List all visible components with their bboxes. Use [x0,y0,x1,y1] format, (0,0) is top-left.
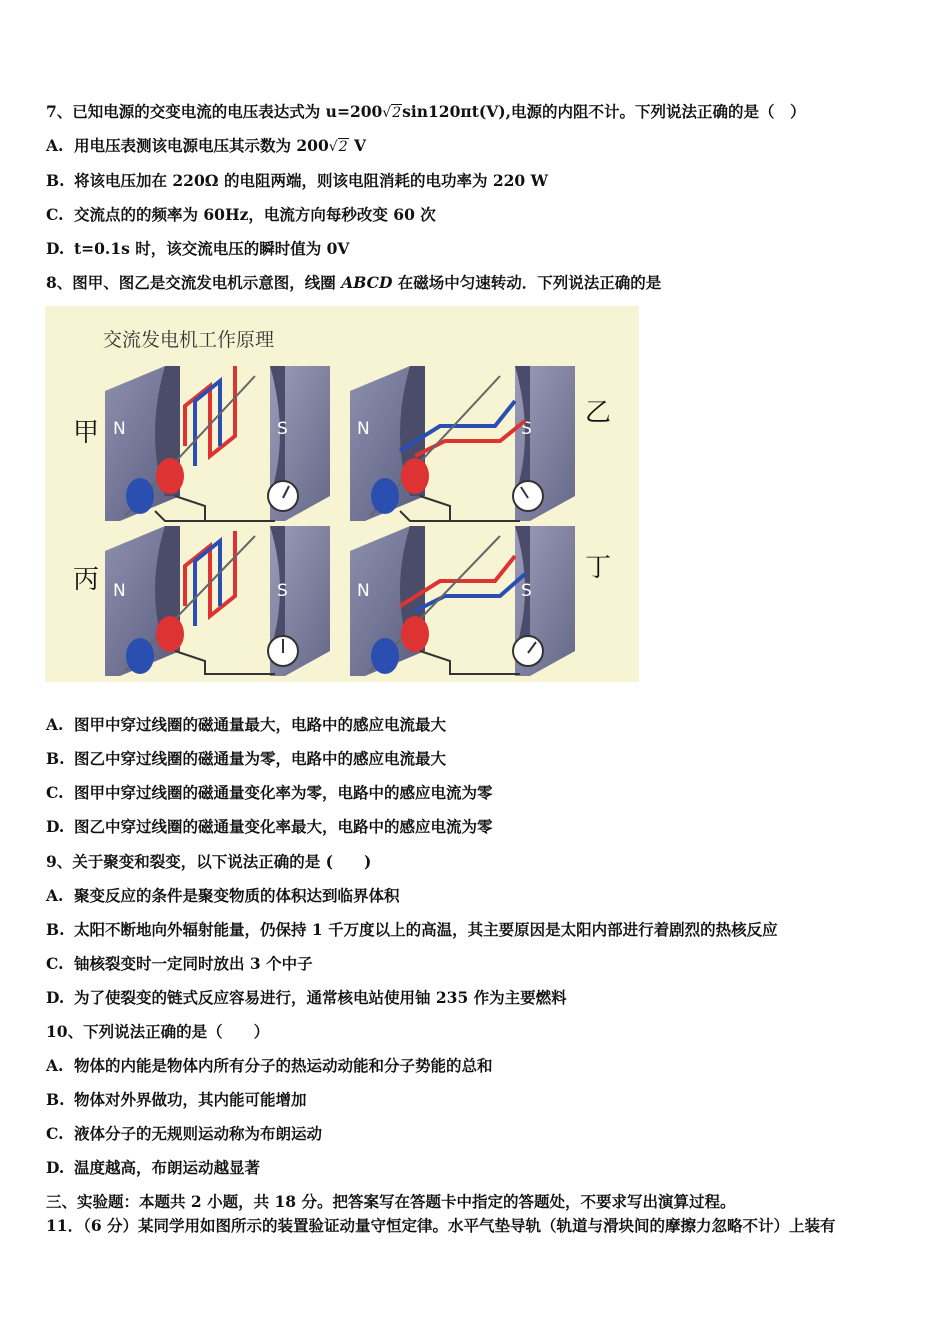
slip-ring-red [401,616,429,652]
slip-ring-blue [371,638,399,674]
pole-n-label: N [113,581,126,601]
circuit-wire [400,496,520,521]
q10-option-d: D. 温度越高，布朗运动越显著 [46,1158,261,1177]
slip-ring-blue [126,478,154,514]
q7-option-d: D. t=0.1s 时，该交流电压的瞬时值为 0V [46,239,350,258]
panel-label-ding: 丁 [585,553,612,583]
slip-ring-blue [371,478,399,514]
panel-jia [73,366,330,521]
pole-n-label: N [357,581,370,601]
q8-option-b: B. 图乙中穿过线圈的磁通量为零，电路中的感应电流最大 [46,749,447,768]
pole-s-label: S [277,419,288,439]
panel-yi [350,366,611,521]
q8-option-d: D. 图乙中穿过线圈的磁通量变化率最大，电路中的感应电流为零 [46,817,493,836]
circuit-wire [420,651,520,674]
pole-n-label: N [113,419,126,439]
sqrt-sign: √2 [328,139,348,155]
q10-stem: 10、下列说法正确的是（ ） [46,1022,270,1041]
pole-s-label: S [277,581,288,601]
q10-option-c: C. 液体分子的无规则运动称为布朗运动 [46,1124,323,1143]
circuit-wire [175,651,275,674]
q8-stem: 8、图甲、图乙是交流发电机示意图，线圈 ABCD 在磁场中匀速转动．下列说法正确的是 [46,273,662,292]
q10-option-a: A. 物体的内能是物体内所有分子的热运动动能和分子势能的总和 [46,1056,493,1075]
slip-ring-red [156,616,184,652]
ammeter-icon [513,481,543,511]
coil-red [185,531,235,616]
q9-stem: 9、关于聚变和裂变，以下说法正确的是 ( ) [46,852,372,871]
panel-ding [350,526,611,676]
sqrt-sign: √2 [382,105,402,121]
panel-label-yi: 乙 [585,398,612,428]
slip-ring-red [401,458,429,494]
figure-title: 交流发电机工作原理 [103,329,275,351]
generator-diagram [45,306,639,682]
q9-option-a: A. 聚变反应的条件是聚变物质的体积达到临界体积 [46,886,400,905]
pole-n-label: N [357,419,370,439]
q10-option-b: B. 物体对外界做功，其内能可能增加 [46,1090,307,1109]
pole-s-label: S [521,419,532,439]
q9-option-b: B. 太阳不断地向外辐射能量，仍保持 1 千万度以上的高温，其主要原因是太阳内部进行着剧烈的热核反应 [46,920,778,939]
panel-bing [73,526,330,676]
slip-ring-blue [126,638,154,674]
q7-option-a: A. 用电压表测该电源电压其示数为 200√2 V [46,136,367,155]
pole-s-label: S [521,581,532,601]
ammeter-icon [513,636,543,666]
slip-ring-red [156,458,184,494]
q9-option-d: D. 为了使裂变的链式反应容易进行，通常核电站使用铀 235 作为主要燃料 [46,988,567,1007]
circuit-wire [155,496,275,521]
q7-option-c: C. 交流点的的频率为 60Hz，电流方向每秒改变 60 次 [46,205,436,224]
panel-label-jia: 甲 [73,418,100,448]
section-heading: 三、实验题：本题共 2 小题，共 18 分。把答案写在答题卡中指定的答题处，不要求写出演算过程。 [46,1192,736,1211]
q11-stem: 11．（6 分）某同学用如图所示的装置验证动量守恒定律。水平气垫导轨（轨道与滑块间的摩擦力忽略不计）上装有 [46,1216,836,1235]
q7-stem: 7、已知电源的交变电流的电压表达式为 u=200√2sin120πt(V),电源的内阻不计。下列说法正确的是（ ） [46,102,806,121]
q8-option-c: C. 图甲中穿过线圈的磁通量变化率为零，电路中的感应电流为零 [46,783,493,802]
q9-option-c: C. 铀核裂变时一定同时放出 3 个中子 [46,954,313,973]
q7-option-b: B. 将该电压加在 220Ω 的电阻两端，则该电阻消耗的电功率为 220 W [46,171,549,190]
q8-option-a: A. 图甲中穿过线圈的磁通量最大，电路中的感应电流最大 [46,715,447,734]
generator-figure [45,306,639,682]
panel-label-bing: 丙 [73,565,100,595]
